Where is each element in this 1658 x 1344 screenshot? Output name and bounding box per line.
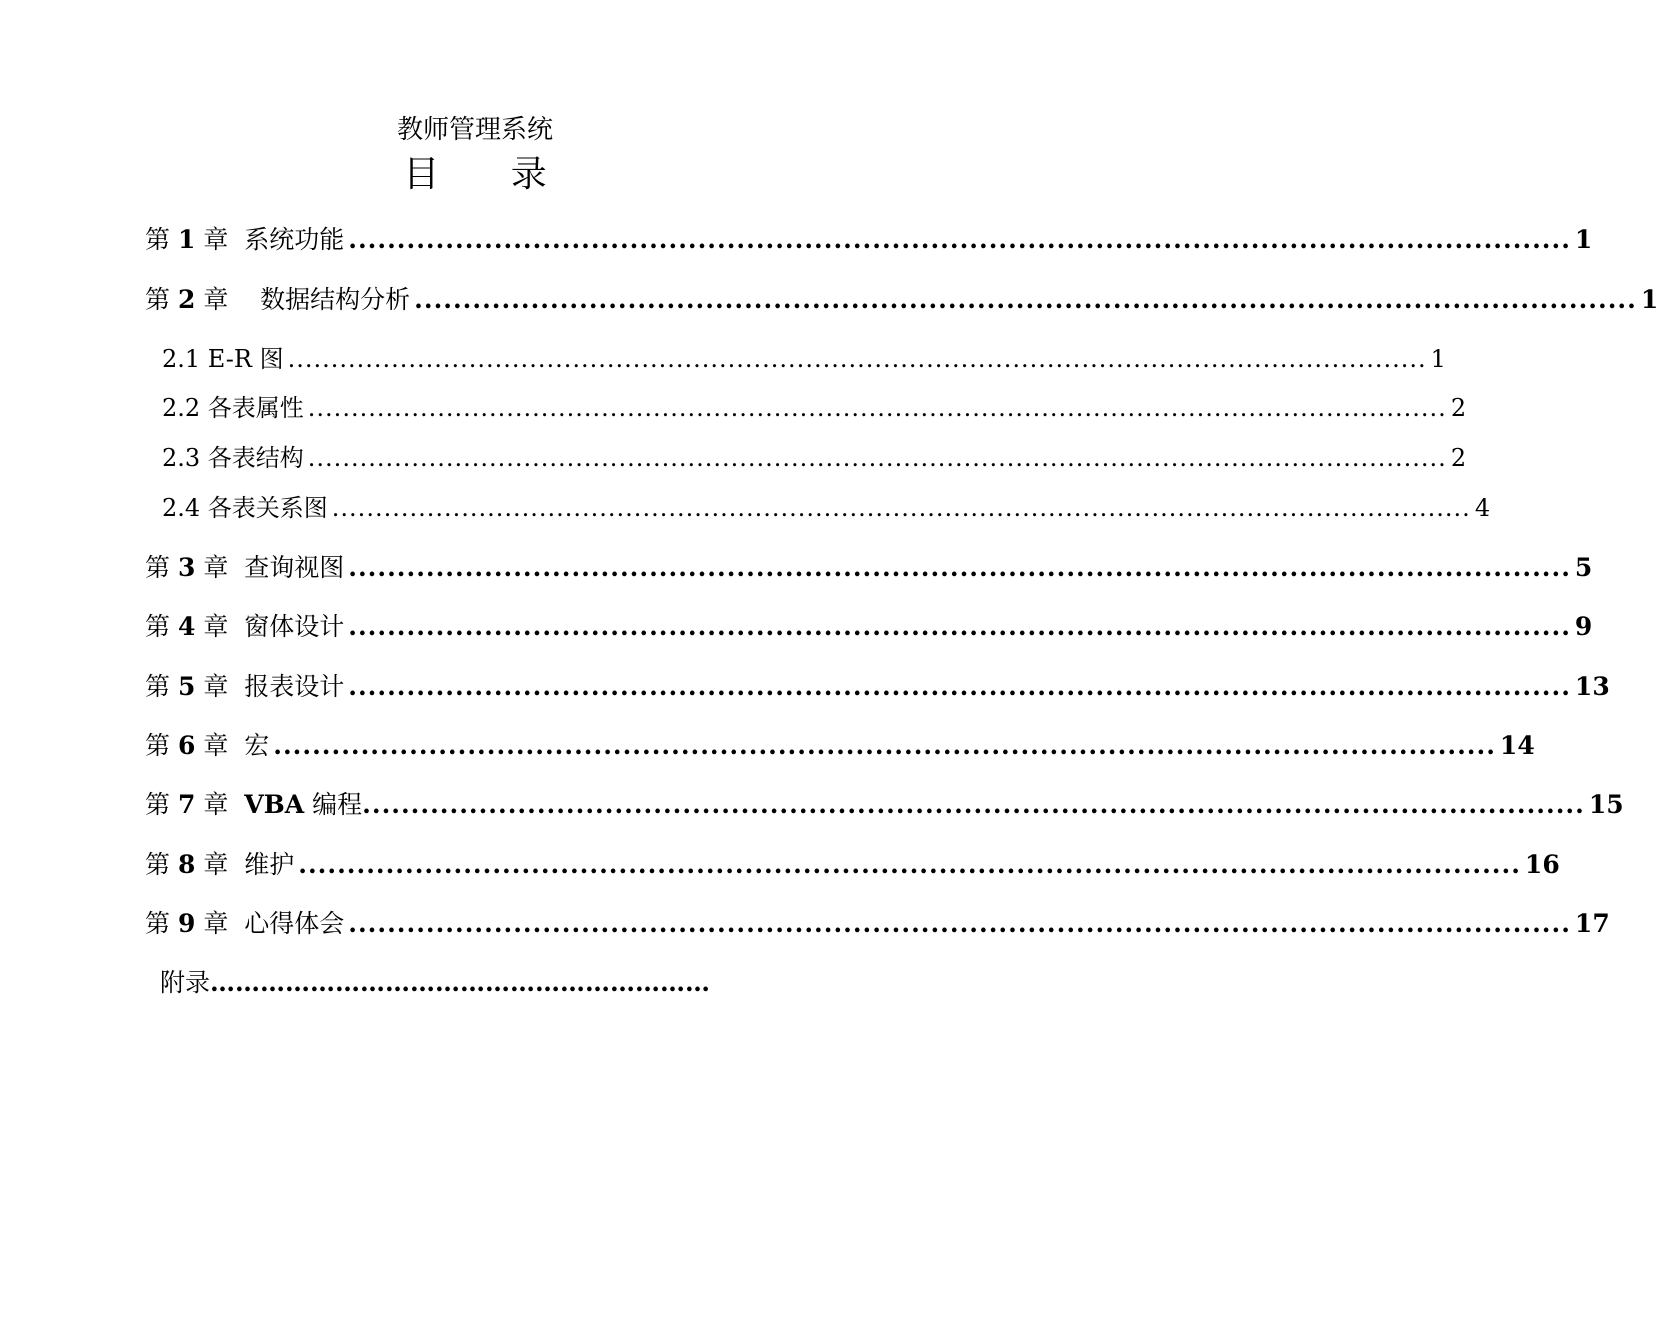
toc-entry-chapter-4[interactable] (145, 610, 1593, 644)
toc-entry-label: 第 6 章 宏 (145, 731, 270, 760)
toc-page-number: 5 (1574, 553, 1593, 582)
toc-entry-label: 第 2 章 数据结构分析 (145, 285, 411, 314)
toc-entry-chapter-8[interactable] (145, 848, 1560, 882)
toc-entry-label: 第 3 章 查询视图 (145, 553, 345, 582)
toc-leader-dots: .................................................................................................................................... (331, 494, 1471, 522)
toc-page-number: 1 (1430, 345, 1446, 373)
toc-entry-label: 第 5 章 报表设计 (145, 672, 345, 701)
toc-leader-dots: .............................................................................................................................. (348, 672, 1571, 701)
toc-entry-label: 2.1 E-R 图 (162, 345, 284, 373)
toc-entry-label: 第 4 章 窗体设计 (145, 612, 345, 641)
toc-leader-dots: .............................................................................................................................. (273, 731, 1496, 760)
toc-page-number: 2 (1450, 394, 1467, 422)
toc-entry-chapter-9[interactable] (145, 907, 1610, 941)
toc-entry-chapter-2[interactable] (145, 283, 1658, 317)
toc-entry-label: 第 1 章 系统功能 (145, 225, 345, 254)
toc-page-number: 15 (1588, 790, 1624, 819)
toc-entry-label: 附录 (160, 968, 211, 997)
toc-page-number: 13 (1574, 672, 1610, 701)
toc-entry-chapter-5[interactable] (145, 670, 1610, 704)
toc-leader-dots: .............................................................................................................................. (414, 285, 1637, 314)
toc-leader-dots: .................................................................................................................................... (307, 444, 1447, 472)
toc-page-number: 9 (1574, 612, 1593, 641)
toc-entry-label: 第 9 章 心得体会 (145, 909, 345, 938)
toc-entry-chapter-6[interactable] (145, 729, 1535, 763)
toc-leader-dots: …………………………………………………… (210, 968, 711, 997)
toc-heading: 目 录 (403, 154, 577, 195)
toc-entry-label: 2.2 各表属性 (162, 394, 304, 422)
document-title: 教师管理系统 (396, 115, 553, 145)
toc-entry-section-2-2[interactable] (162, 392, 1467, 424)
toc-entry-appendix[interactable] (160, 966, 780, 1000)
toc-entry-label: 2.3 各表结构 (162, 444, 304, 472)
toc-entry-label: 2.4 各表关系图 (162, 494, 328, 522)
toc-entry-label: 第 7 章 VBA 编程 (145, 790, 363, 819)
toc-entry-section-2-1[interactable] (162, 343, 1446, 375)
toc-page-number: 14 (1499, 731, 1535, 760)
toc-leader-dots: .............................................................................................................................. (298, 850, 1521, 879)
toc-page-number: 1 (1574, 225, 1593, 254)
toc-page-number: 17 (1574, 909, 1610, 938)
toc-leader-dots: .............................................................................................................................. (348, 612, 1571, 641)
toc-page-number: 2 (1450, 444, 1467, 472)
toc-entry-label: 第 8 章 维护 (145, 850, 295, 879)
toc-leader-dots: .............................................................................................................................. (362, 790, 1585, 819)
toc-leader-dots: .............................................................................................................................. (348, 553, 1571, 582)
toc-page-number: 16 (1524, 850, 1560, 879)
toc-entry-chapter-7[interactable] (145, 788, 1624, 822)
toc-page-number: 4 (1474, 494, 1491, 522)
toc-leader-dots: .............................................................................................................................. (348, 225, 1571, 254)
toc-page-number: 1 (1640, 285, 1658, 314)
toc-entry-chapter-3[interactable] (145, 551, 1593, 585)
toc-entry-section-2-4[interactable] (162, 492, 1491, 524)
toc-entry-section-2-3[interactable] (162, 442, 1467, 474)
toc-leader-dots: .................................................................................................................................... (307, 394, 1447, 422)
toc-leader-dots: .................................................................................................................................... (287, 345, 1427, 373)
toc-entry-chapter-1[interactable] (145, 223, 1593, 257)
toc-leader-dots: .............................................................................................................................. (348, 909, 1571, 938)
